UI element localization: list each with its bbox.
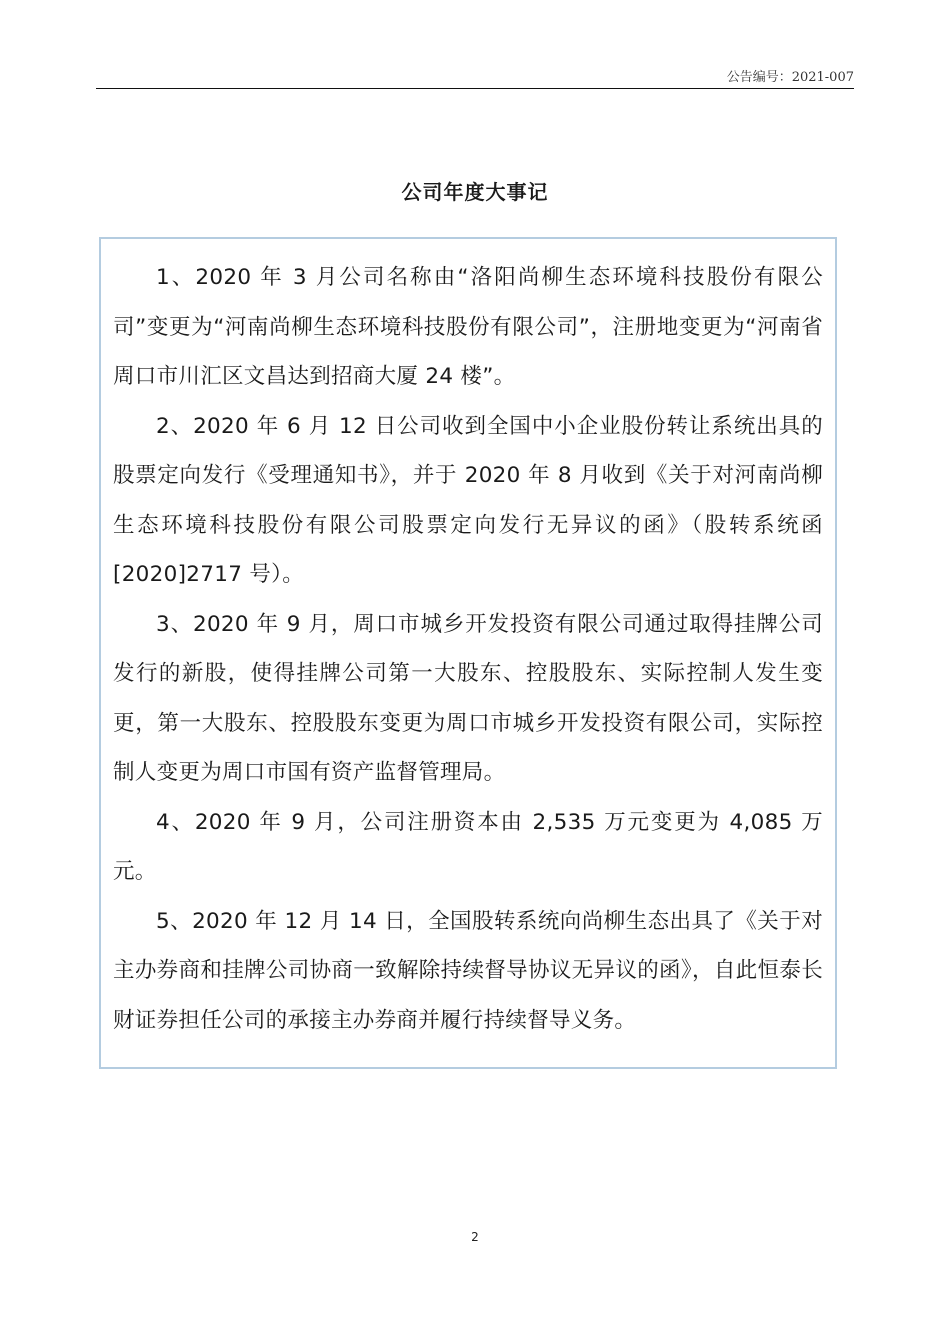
events-box [99,237,837,1069]
page-number: 2 [471,1230,479,1244]
header-divider [96,88,854,89]
announcement-number: 公告编号：2021-007 [726,70,854,85]
event-item-3: 3、2020 年 9 月，周口市城乡开发投资有限公司通过取得挂牌公司发行的新股，使得挂牌公司第一大股东、控股股东、实际控制人发生变更，第一大股东、控股股东变更为周口市城乡开发投资有限公司，实际控制人变更为周口市国有资产监督管理局。 [113,611,823,785]
event-item-5: 5、2020 年 12 月 14 日，全国股转系统向尚柳生态出具了《关于对主办券商和挂牌公司协商一致解除持续督导协议无异议的函》，自此恒泰长财证券担任公司的承接主办券商并履行持续督导义务。 [113,908,823,1033]
page-title: 公司年度大事记 [401,180,549,204]
event-item-1: 1、2020 年 3 月公司名称由“洛阳尚柳生态环境科技股份有限公司”变更为“河南尚柳生态环境科技股份有限公司”，注册地变更为“河南省周口市川汇区文昌达到招商大厦 24 楼”。 [113,265,823,389]
event-item-4: 4、2020 年 9 月，公司注册资本由 2,535 万元变更为 4,085 万元。 [113,809,823,884]
event-item-2: 2、2020 年 6 月 12 日公司收到全国中小企业股份转让系统出具的股票定向发行《受理通知书》，并于 2020 年 8 月收到《关于对河南尚柳生态环境科技股份有限公司股票定向发行无异议的函》（股转系统函[2020]2717 号）。 [113,413,823,587]
